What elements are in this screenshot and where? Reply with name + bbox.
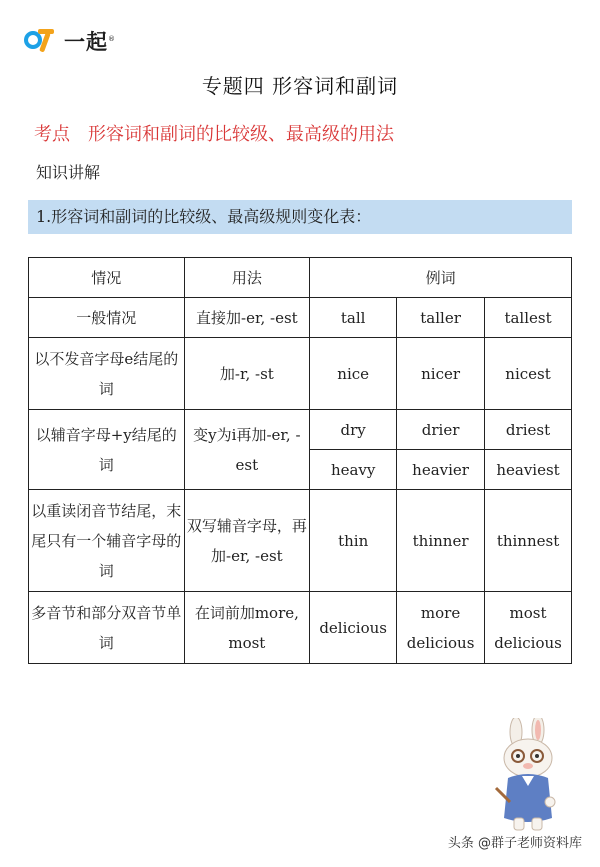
rabbit-teacher-mascot-icon bbox=[488, 718, 568, 838]
cell-word: driest bbox=[485, 410, 572, 450]
cell-word: heavier bbox=[397, 450, 485, 490]
page-title: 专题四 形容词和副词 bbox=[201, 74, 399, 98]
cell-usage: 直接加-er, -est bbox=[184, 298, 310, 338]
brand-logo bbox=[24, 26, 116, 56]
header-usage: 用法 bbox=[184, 258, 310, 298]
watermark: 头条 @群子老师资料库 bbox=[447, 836, 582, 851]
cell-situation: 一般情况 bbox=[29, 298, 185, 338]
cell-usage: 在词前加more, most bbox=[184, 592, 310, 664]
cell-word: tall bbox=[310, 298, 397, 338]
table-caption-banner: 1.形容词和副词的比较级、最高级规则变化表： bbox=[28, 200, 572, 234]
cell-word: nice bbox=[310, 338, 397, 410]
cell-situation: 以不发音字母e结尾的词 bbox=[29, 338, 185, 410]
cell-word: heaviest bbox=[485, 450, 572, 490]
cell-word: drier bbox=[397, 410, 485, 450]
cell-usage: 双写辅音字母，再加-er, -est bbox=[184, 490, 310, 592]
cell-word: nicer bbox=[397, 338, 485, 410]
cell-situation: 以重读闭音节结尾，末尾只有一个辅音字母的词 bbox=[29, 490, 185, 592]
cell-usage: 加-r, -st bbox=[184, 338, 310, 410]
cell-word: thin bbox=[310, 490, 397, 592]
cell-word: thinner bbox=[397, 490, 485, 592]
cell-word: tallest bbox=[485, 298, 572, 338]
cell-word: thinnest bbox=[485, 490, 572, 592]
comparison-rules-table bbox=[28, 257, 572, 664]
table-row bbox=[29, 298, 572, 338]
cell-word: more delicious bbox=[397, 592, 485, 664]
cell-situation: 以辅音字母+y结尾的词 bbox=[29, 410, 185, 490]
cell-word: taller bbox=[397, 298, 485, 338]
cell-usage: 变y为i再加-er, -est bbox=[184, 410, 310, 490]
brand-name: 一起® bbox=[64, 30, 116, 54]
cell-word: dry bbox=[310, 410, 397, 450]
table-row bbox=[29, 338, 572, 410]
header-situation: 情况 bbox=[29, 258, 185, 298]
cell-word: heavy bbox=[310, 450, 397, 490]
table-row bbox=[29, 490, 572, 592]
header-examples: 例词 bbox=[310, 258, 572, 298]
topic-text: 形容词和副词的比较级、最高级的用法 bbox=[88, 124, 394, 145]
table-row bbox=[29, 592, 572, 664]
table-row bbox=[29, 410, 572, 450]
section-heading: 知识讲解 bbox=[36, 163, 101, 182]
table-header-row bbox=[29, 258, 572, 298]
topic-tag: 考点 bbox=[34, 124, 70, 145]
topic-heading bbox=[34, 120, 394, 146]
cell-situation: 多音节和部分双音节单词 bbox=[29, 592, 185, 664]
logo-mark-icon bbox=[24, 27, 58, 55]
cell-word: most delicious bbox=[485, 592, 572, 664]
cell-word: delicious bbox=[310, 592, 397, 664]
cell-word: nicest bbox=[485, 338, 572, 410]
